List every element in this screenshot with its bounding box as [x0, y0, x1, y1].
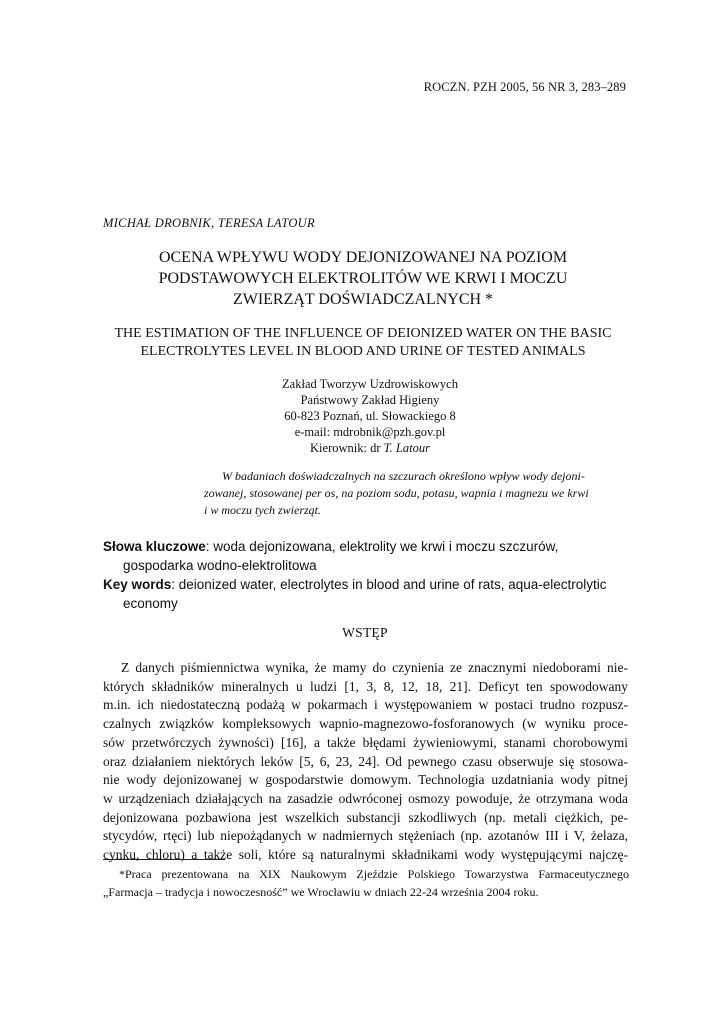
head-label: Kierownik: dr [310, 441, 384, 455]
abstract-line [204, 468, 628, 485]
affiliation-head [200, 440, 540, 456]
title-english-line: THE ESTIMATION OF THE INFLUENCE OF DEIONIZED WATER ON THE BASIC [114, 326, 612, 341]
title-polish [103, 247, 623, 310]
abstract-line: i w moczu tych zwierząt. [204, 503, 321, 517]
journal-reference: ROCZN. PZH 2005, 56 NR 3, 283–289 [423, 80, 626, 94]
affiliation-line: Zakład Tworzyw Uzdrowiskowych [282, 377, 458, 391]
body-line: dejonizowana pozbawiona jest wszelkich substancji szkodliwych (np. metali ciężkich, pe- [103, 809, 628, 825]
affiliation-email: e-mail: mdrobnik@pzh.gov.pl [294, 425, 446, 439]
head-name: T. Latour [383, 441, 430, 455]
keywords-english-text: : deionized water, electrolytes in blood and urine of rats, aqua-electrolytic economy [123, 577, 607, 611]
keywords-polish-text: : woda dejonizowana, elektrolity we krwi i moczu szczurów, gospodarka wodno-elektrolitowa [123, 539, 559, 573]
footnote [103, 866, 629, 901]
section-heading: WSTĘP [342, 625, 388, 640]
abstract-line: zowanej, stosowanej per os, na poziom sodu, potasu, wapnia i magnezu we krwi [204, 486, 589, 500]
body-line: Z danych piśmiennictwa wynika, że mamy do czynienia ze znacznymi niedoborami nie- [121, 660, 628, 675]
authors: MICHAŁ DROBNIK, TERESA LATOUR [103, 216, 315, 230]
keywords-polish [103, 537, 627, 575]
body-line: w urządzeniach działających na zasadzie odwróconej osmozy powoduje, że otrzymana woda [103, 790, 628, 806]
footnote-line: *Praca prezentowana na XIX Naukowym Zjeździe Polskiego Towarzystwa Farmaceutycznego [119, 867, 629, 881]
body-paragraph [103, 659, 628, 865]
keywords-block [103, 537, 627, 613]
abstract [204, 468, 628, 519]
title-polish-line: OCENA WPŁYWU WODY DEJONIZOWANEJ NA POZIOM [158, 249, 568, 266]
body-line: których składników mineralnych u ludzi [1, 3, 8, 12, 18, 21]. Deficyt ten spowodowany [103, 678, 628, 694]
body-line: czalnych związków kompleksowych wapnio-magnezowo-fosforanowych (w wyniku proce- [103, 716, 628, 732]
title-polish-line: ZWIERZĄT DOŚWIADCZALNYCH * [232, 291, 494, 308]
body-line: stycydów, rtęci) lub niepożądanych w nadmiernych stężeniach (np. azotanów III i V, żelaza, [103, 828, 628, 844]
footnote-divider [103, 859, 225, 860]
footnote-line: „Farmacja – tradycja i nowoczesność” we Wrocławiu w dniach 22-24 września 2004 roku. [103, 884, 539, 899]
abstract-line-text: W badaniach doświadczalnych na szczurach określono wpływ wody dejoni- [222, 469, 585, 483]
body-line: nie wody dejonizowanej w gospodarstwie domowym. Technologia uzdatniania wody pitnej [103, 772, 628, 788]
title-english-line: ELECTROLYTES LEVEL IN BLOOD AND URINE OF TESTED ANIMALS [140, 344, 586, 359]
keywords-polish-label: Słowa kluczowe [103, 539, 206, 554]
keywords-english [103, 575, 627, 613]
affiliation [200, 376, 540, 456]
affiliation-line: 60-823 Poznań, ul. Słowackiego 8 [284, 409, 456, 423]
title-polish-line: PODSTAWOWYCH ELEKTROLITÓW WE KRWI I MOCZU [158, 270, 568, 287]
affiliation-line: Państwowy Zakład Higieny [300, 393, 440, 407]
body-line: m.in. ich niedostateczną podażą w pokarmach i występowaniem w postaci trudno rozpusz- [103, 697, 628, 713]
title-english [96, 325, 630, 361]
body-line: oraz działaniem niektórych leków [5, 6, 23, 24]. Od pewnego czasu obserwuje się stosowa- [103, 753, 628, 769]
body-line: sów przetwórczych żywności) [16], a także błędami żywieniowymi, stanami chorobowymi [103, 734, 628, 750]
body-line: cynku, chloru) a także soli, które są naturalnymi składnikami wody występującymi najczę- [103, 847, 628, 863]
keywords-english-label: Key words [103, 577, 172, 592]
